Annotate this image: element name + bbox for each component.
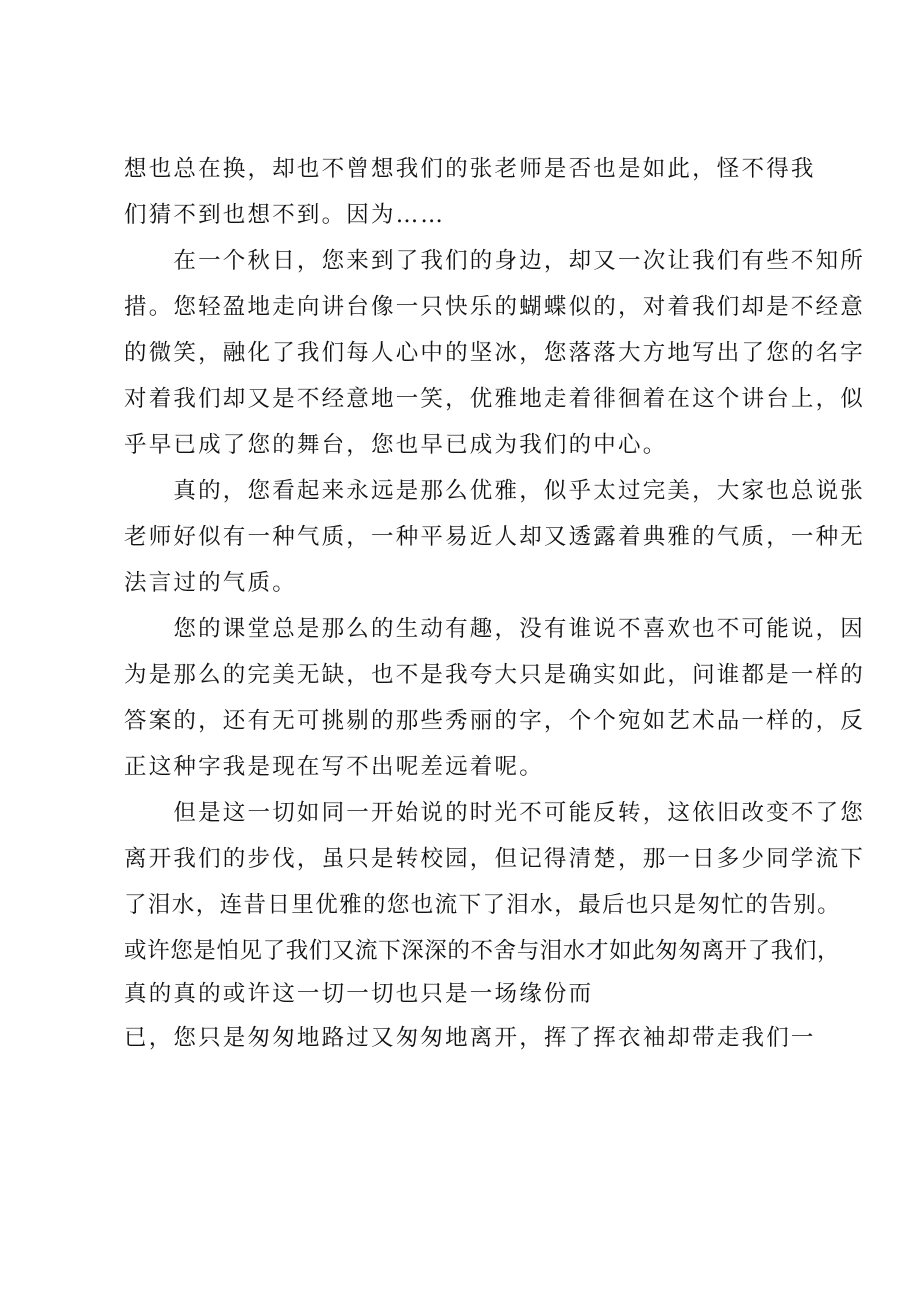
text-line: 或许您是怕见了我们又流下深深的不舍与泪水才如此匆匆离开了我们，	[124, 938, 841, 964]
text-line: 正这种字我是现在写不出呢差远着呢。	[124, 754, 544, 780]
text-line: 离开我们的步伐，虽只是转校园，但记得清楚，那一日多少同学流下	[124, 846, 866, 872]
paragraph-3	[124, 468, 866, 606]
text-line: 想也总在换，却也不曾想我们的张老师是否也是如此，怪不得我	[124, 156, 816, 182]
text-line: 为是那么的完美无缺，也不是我夸大只是确实如此，问谁都是一样的	[124, 662, 866, 688]
text-line: 在一个秋日，您来到了我们的身边，却又一次让我们有些不知所	[124, 248, 866, 274]
text-line: 措。您轻盈地走向讲台像一只快乐的蝴蝶似的，对着我们却是不经意	[124, 294, 866, 320]
text-line: 真的真的或许这一切一切也只是一场缘份而	[124, 981, 594, 1007]
text-line: 们猜不到也想不到。因为……	[124, 202, 446, 228]
text-line: 对着我们却又是不经意地一笑，优雅地走着徘徊着在这个讲台上，似	[124, 386, 866, 412]
text-line: 了泪水，连昔日里优雅的您也流下了泪水，最后也只是匆忙的告别。	[124, 892, 842, 918]
document-body	[124, 146, 866, 1061]
paragraph-4	[124, 606, 866, 790]
paragraph-1	[124, 146, 834, 238]
text-line: 您的课堂总是那么的生动有趣，没有谁说不喜欢也不可能说，因	[124, 616, 866, 642]
text-line: 已，您只是匆匆地路过又匆匆地离开，挥了挥衣袖却带走我们一	[124, 1025, 816, 1051]
paragraph-5	[124, 790, 866, 1061]
text-line: 老师好似有一种气质，一种平易近人却又透露着典雅的气质，一种无	[124, 524, 866, 550]
text-line: 法言过的气质。	[124, 570, 297, 596]
text-line: 的微笑，融化了我们每人心中的坚冰，您落落大方地写出了您的名字	[124, 340, 866, 366]
text-line: 真的，您看起来永远是那么优雅，似乎太过完美，大家也总说张	[124, 478, 866, 504]
text-line: 答案的，还有无可挑剔的那些秀丽的字，个个宛如艺术品一样的，反	[124, 708, 866, 734]
text-line: 但是这一切如同一开始说的时光不可能反转，这依旧改变不了您	[124, 800, 866, 826]
text-line: 乎早已成了您的舞台，您也早已成为我们的中心。	[124, 432, 668, 458]
paragraph-2	[124, 238, 866, 468]
